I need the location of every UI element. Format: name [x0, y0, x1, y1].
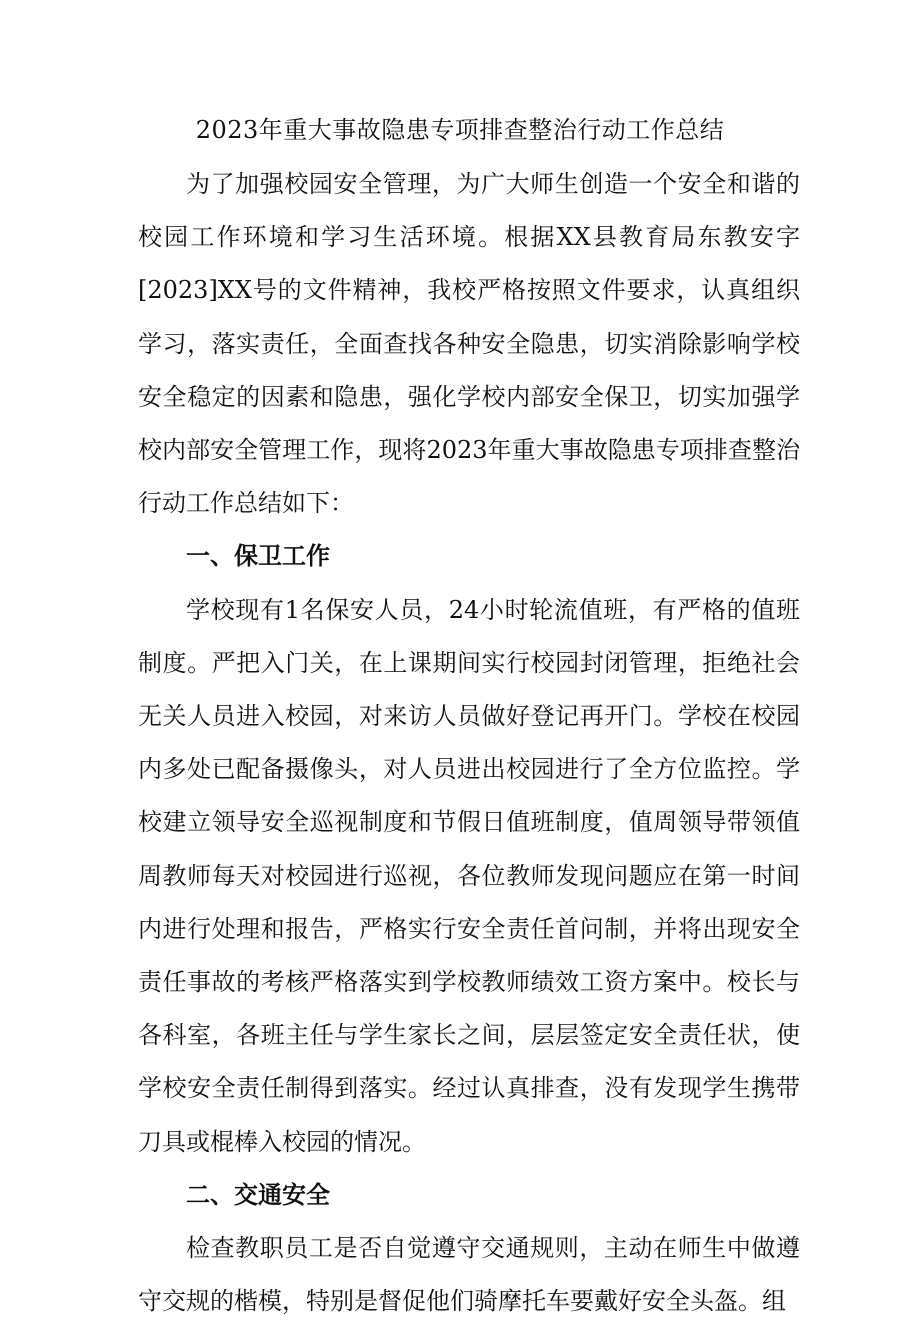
section-heading-security: 一、保卫工作: [186, 542, 330, 571]
document-title: 2023年重大事故隐患专项排查整治行动工作总结: [195, 116, 725, 144]
section-paragraph-security: 学校现有1名保安人员，24小时轮流值班，有严格的值班制度。严把入门关，在上课期间实行校园封闭管理，拒绝社会无关人员进入校园，对来访人员做好登记再开门。学校在校园内多处已配备摄像头，对人员进出校园进行了全方位监控。学校建立领导安全巡视制度和节假日值班制度，值周领导带领值周教师每天对校园进行巡视，各位教师发现问题应在第一时间内进行处理和报告，严格实行安全责任首问制，并将出现安全责任事故的考核严格落实到学校教师绩效工资方案中。校长与各科室，各班主任与学生家长之间，层层签定安全责任状，使学校安全责任制得到落实。经过认真排查，没有发现学生携带刀具或棍棒入校园的情况。: [138, 595, 800, 1156]
section-heading-traffic: 二、交通安全: [186, 1180, 330, 1209]
document-body: [138, 158, 800, 1328]
section-paragraph-traffic: 检查教职员工是否自觉遵守交通规则，主动在师生中做遵守交规的楷模，特别是督促他们骑摩托车要戴好安全头盔。组: [138, 1234, 800, 1316]
intro-paragraph: 为了加强校园安全管理，为广大师生创造一个安全和谐的校园工作环境和学习生活环境。根据XX县教育局东教安字[2023]XX号的文件精神，我校严格按照文件要求，认真组织学习，落实责任，全面查找各种安全隐患，切实消除影响学校安全稳定的因素和隐患，强化学校内部安全保卫，切实加强学校内部安全管理工作，现将2023年重大事故隐患专项排查整治行动工作总结如下：: [138, 170, 800, 518]
